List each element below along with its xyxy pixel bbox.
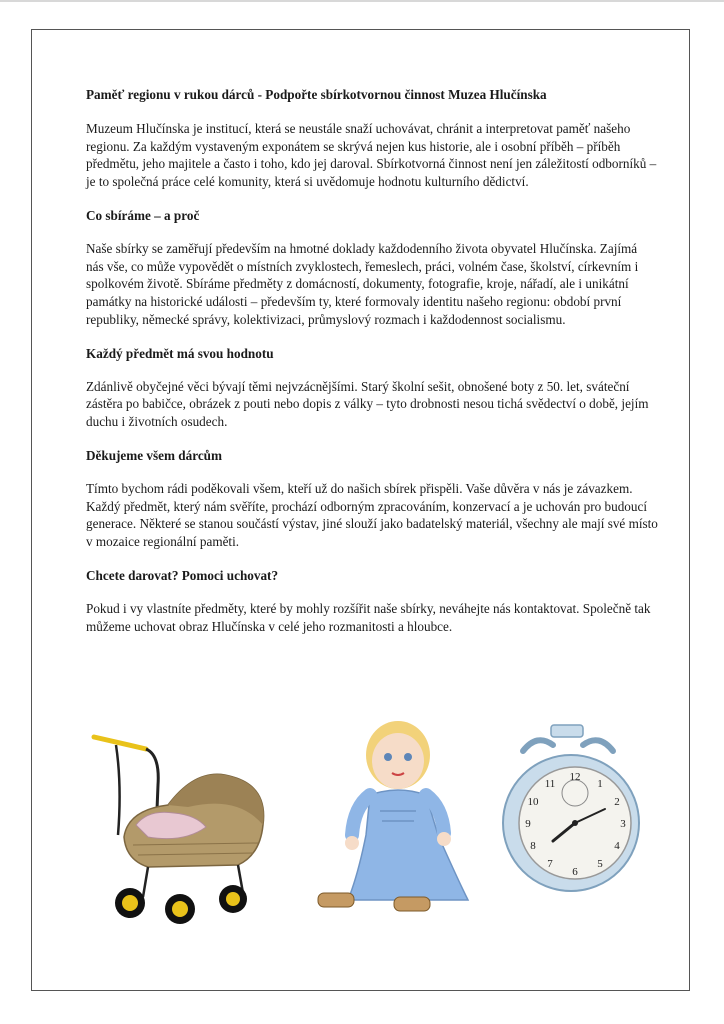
alarm-clock-illustration bbox=[493, 723, 653, 913]
clock-numeral-4: 4 bbox=[614, 840, 620, 852]
section-text-what-we-collect: Naše sbírky se zaměřují především na hmotné doklady každodenního života obyvatel Hlučínska. Zajímá nás vše, co může vypovědět o místních zvyklostech, řemeslech, práci, volném čase, školství, církevním i spolkovém životě. Sbíráme předměty z domácností, dokumenty, fotografie, kroje, nářadí, ale i unikátní památky na historické události – především ty, které formovaly identitu našeho regionu: období první republiky, německé správy, kolektivizaci, průmyslový rozmach i každodennost socialismu. bbox=[86, 240, 639, 327]
clock-numeral-3: 3 bbox=[620, 818, 626, 830]
illustrations-row bbox=[88, 705, 648, 945]
section-heading-every-object: Každý předmět má svou hodnotu bbox=[86, 345, 274, 361]
clock-numeral-10: 10 bbox=[527, 796, 539, 808]
clock-numeral-7: 7 bbox=[547, 858, 553, 870]
document-body bbox=[86, 86, 658, 635]
clock-numeral-5: 5 bbox=[597, 858, 603, 870]
clock-numeral-8: 8 bbox=[530, 840, 536, 852]
section-text-thanks: Tímto bychom rádi poděkovali všem, kteří už do našich sbírek přispěli. Vaše důvěra v nás je závazkem. Každý předmět, který nám svěříte, prochází odborným zpracováním, konzervací a je uchován pro budoucí generace. Některé se stanou součástí výstav, jiné slouží jako badatelský materiál, všechny ale mají své místo v mozaice regionální paměti. bbox=[86, 480, 658, 550]
intro-paragraph: Muzeum Hlučínska je institucí, která se neustále snaží uchovávat, chránit a interpretovat paměť našeho regionu. Za každým vystaveným exponátem se skrývá nejen kus historie, ale i osobní příběh – příběh předmětu, jeho majitele a často i toho, kdo jej daroval. Sbírkotvorná činnost není jen záležitostí odborníků – je to společná práce celé komunity, která si uvědomuje hodnotu kulturního dědictví. bbox=[86, 120, 657, 190]
scan-edge bbox=[0, 0, 724, 2]
section-text-every-object: Zdánlivě obyčejné věci bývají těmi nejvzácnějšími. Starý školní sešit, obnošené boty z 50. let, sváteční zástěra po babičce, obrázek z pouti nebo dopis z války – tyto drobnosti nesou tichá svědectví o době, jejím duchu i životních osudech. bbox=[86, 378, 649, 430]
clock-numeral-1: 1 bbox=[597, 778, 603, 790]
section-heading-thanks: Děkujeme všem dárcům bbox=[86, 447, 223, 463]
document-page bbox=[31, 29, 690, 991]
section-text-donate: Pokud i vy vlastníte předměty, které by mohly rozšířit naše sbírky, neváhejte nás kontaktovat. Společně tak můžeme uchovat obraz Hlučínska v celé jeho rozmanitosti a hloubce. bbox=[86, 600, 651, 634]
clock-numeral-6: 6 bbox=[572, 866, 578, 878]
document-title: Paměť regionu v rukou dárců - Podpořte sbírkotvornou činnost Muzea Hlučínska bbox=[86, 87, 547, 102]
clock-numeral-12: 12 bbox=[569, 771, 581, 783]
section-heading-what-we-collect: Co sbíráme – a proč bbox=[86, 207, 200, 223]
clock-numeral-11: 11 bbox=[544, 778, 556, 790]
clock-numeral-2: 2 bbox=[614, 796, 620, 808]
section-heading-donate: Chcete darovat? Pomoci uchovat? bbox=[86, 567, 279, 583]
stroller-illustration bbox=[88, 725, 278, 925]
clock-numeral-9: 9 bbox=[525, 818, 531, 830]
doll-illustration bbox=[308, 715, 478, 915]
